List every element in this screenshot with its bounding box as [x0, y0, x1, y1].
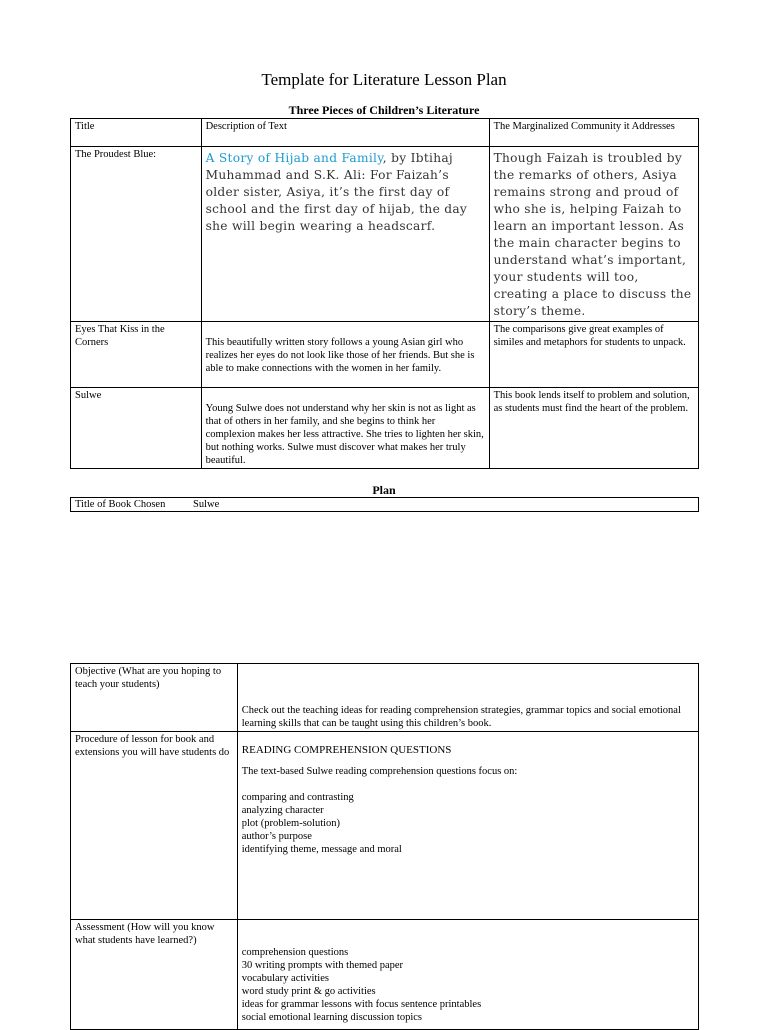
row-community	[489, 147, 698, 322]
list-item: plot (problem-solution)	[241, 818, 341, 829]
book-title-link[interactable]: A Story of Hijab and Family	[205, 151, 383, 165]
list-item: comparing and contrasting	[241, 792, 354, 803]
procedure-heading: READING COMPREHENSION QUESTIONS	[241, 744, 452, 756]
literature-table	[70, 118, 699, 469]
description-paragraph	[206, 150, 485, 235]
row-description: Young Sulwe does not understand why her skin is not as light as that of others in her family, and she begins to think her complexion makes her less attractive. She tries to lighten her skin, but nothing works. Sulwe must discover what makes her truly beautiful.	[201, 388, 489, 469]
procedure-label: Procedure of lesson for book and extensions you will have students do	[71, 732, 238, 920]
table-row	[71, 147, 699, 322]
table-row	[71, 322, 699, 388]
document-title: Template for Literature Lesson Plan	[261, 70, 507, 89]
objective-row	[71, 664, 699, 732]
assessment-label: Assessment (How will you know what students have learned?)	[71, 920, 238, 1030]
procedure-intro: The text-based Sulwe reading comprehension questions focus on:	[241, 766, 518, 777]
book-chosen-row	[71, 498, 699, 512]
procedure-row	[71, 732, 699, 920]
objective-cell: Check out the teaching ideas for reading comprehension strategies, grammar topics and social emotional learning skills that can be taught using this children’s book.	[237, 664, 698, 732]
row-title: The Proudest Blue:	[71, 147, 202, 322]
list-item: ideas for grammar lessons with focus sentence printables	[241, 999, 482, 1010]
table-header-row	[71, 119, 699, 147]
row-title: Sulwe	[71, 388, 202, 469]
description-text: , by Ibtihaj Muhammad and S.K. Ali: For Faizah’s older sister, Asiya, it’s the first day of school and the first day of hijab, the day she will begin wearing a headscarf.	[205, 151, 468, 233]
list-item: social emotional learning discussion topics	[241, 1012, 422, 1023]
list-item: author’s purpose	[241, 831, 312, 842]
community-text: Though Faizah is troubled by the remarks of others, Asiya remains strong and proud of who she is, helping Faizah to learn an important lesson. As the main character begins to understand what’s important, your students will too, creating a place to discuss the story’s theme.	[493, 151, 692, 318]
book-chosen-label: Title of Book Chosen	[75, 499, 166, 510]
row-community: This book lends itself to problem and solution, as students must find the heart of the problem.	[489, 388, 698, 469]
list-item: 30 writing prompts with themed paper	[241, 960, 404, 971]
literature-subtitle: Three Pieces of Children’s Literature	[288, 103, 480, 117]
table-row	[71, 388, 699, 469]
assessment-row	[71, 920, 699, 1030]
list-item: vocabulary activities	[241, 973, 329, 984]
book-chosen-table	[70, 497, 699, 512]
row-community: The comparisons give great examples of similes and metaphors for students to unpack.	[489, 322, 698, 388]
book-chosen-value: Sulwe	[193, 499, 220, 510]
header-description: Description of Text	[201, 119, 489, 147]
list-item: word study print & go activities	[241, 986, 376, 997]
plan-heading: Plan	[372, 483, 396, 497]
procedure-cell	[237, 732, 698, 920]
assessment-list	[242, 946, 694, 1024]
row-description: This beautifully written story follows a young Asian girl who realizes her eyes do not look like those of her friends. But she is able to make connections with the women in her family.	[201, 322, 489, 388]
list-item: comprehension questions	[241, 947, 349, 958]
assessment-cell	[237, 920, 698, 1030]
row-title: Eyes That Kiss in the Corners	[71, 322, 202, 388]
row-description	[201, 147, 489, 322]
objective-label: Objective (What are you hoping to teach your students)	[71, 664, 238, 732]
header-title: Title	[71, 119, 202, 147]
plan-table	[70, 663, 699, 1030]
list-item: identifying theme, message and moral	[241, 844, 402, 855]
book-chosen-cell	[71, 498, 699, 512]
header-community: The Marginalized Community it Addresses	[489, 119, 698, 147]
list-item: analyzing character	[241, 805, 324, 816]
procedure-list	[242, 791, 694, 856]
